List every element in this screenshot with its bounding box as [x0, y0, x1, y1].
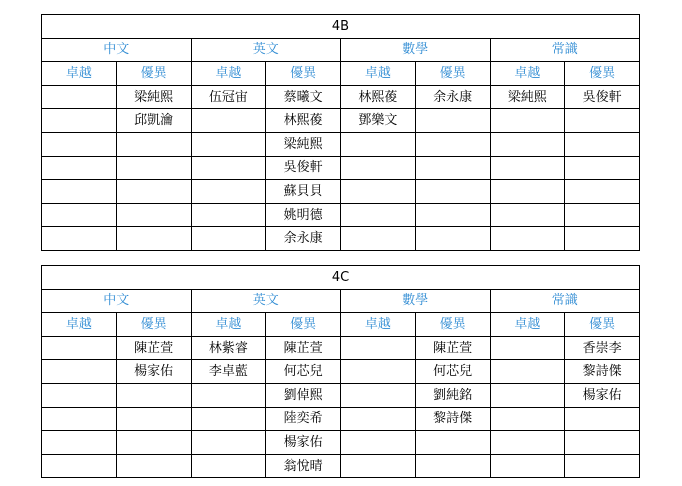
student-cell: 姚明德: [266, 203, 341, 227]
student-cell: [191, 407, 266, 431]
student-cell: [415, 132, 490, 156]
student-cell: [191, 454, 266, 478]
student-cell: [490, 383, 565, 407]
table-row: [42, 180, 640, 204]
student-cell: [42, 360, 117, 384]
student-cell: 蘇貝貝: [266, 180, 341, 204]
student-cell: 林紫睿: [191, 336, 266, 360]
student-cell: 何芯兒: [415, 360, 490, 384]
student-cell: [42, 407, 117, 431]
student-cell: [341, 454, 416, 478]
student-cell: [341, 156, 416, 180]
student-cell: [490, 360, 565, 384]
student-cell: [42, 383, 117, 407]
level-header: 優異: [266, 62, 341, 86]
student-cell: 黎詩傑: [415, 407, 490, 431]
student-cell: 劉倬熙: [266, 383, 341, 407]
student-cell: 香崇李: [565, 336, 640, 360]
table-row: [42, 109, 640, 133]
student-cell: 黎詩傑: [565, 360, 640, 384]
student-cell: [191, 383, 266, 407]
subject-header: 常識: [490, 38, 640, 62]
student-cell: [42, 203, 117, 227]
student-cell: [42, 156, 117, 180]
subject-header: 數學: [341, 38, 491, 62]
subject-header-row: [42, 38, 640, 62]
student-cell: 梁純熙: [490, 85, 565, 109]
table-row: [42, 454, 640, 478]
level-header: 優異: [565, 62, 640, 86]
student-cell: 翁悅晴: [266, 454, 341, 478]
level-header: 優異: [266, 313, 341, 337]
level-header-row: [42, 313, 640, 337]
level-header: 卓越: [490, 313, 565, 337]
student-cell: [42, 85, 117, 109]
student-cell: [565, 156, 640, 180]
table-row: [42, 227, 640, 251]
level-header: 優異: [565, 313, 640, 337]
student-cell: 李卓藍: [191, 360, 266, 384]
student-cell: [341, 227, 416, 251]
student-cell: [341, 132, 416, 156]
student-cell: 陸奕希: [266, 407, 341, 431]
student-cell: 邱凱瀹: [116, 109, 191, 133]
student-cell: [116, 454, 191, 478]
table-row: [42, 132, 640, 156]
student-cell: 林熙葰: [341, 85, 416, 109]
student-cell: [116, 227, 191, 251]
table-row: [42, 360, 640, 384]
student-cell: [191, 180, 266, 204]
student-cell: [116, 203, 191, 227]
subject-header: 常識: [490, 289, 640, 313]
table-row: [42, 336, 640, 360]
table-row: [42, 85, 640, 109]
subject-header: 中文: [42, 38, 192, 62]
student-cell: 鄧樂文: [341, 109, 416, 133]
level-header: 優異: [415, 313, 490, 337]
student-cell: [490, 203, 565, 227]
student-cell: [42, 109, 117, 133]
class-header-row: [42, 266, 640, 290]
level-header: 優異: [415, 62, 490, 86]
student-cell: [341, 360, 416, 384]
student-cell: [191, 227, 266, 251]
student-cell: [490, 227, 565, 251]
student-cell: 伍冠宙: [191, 85, 266, 109]
student-cell: [565, 431, 640, 455]
student-cell: 梁純熙: [266, 132, 341, 156]
student-cell: [341, 407, 416, 431]
student-cell: [565, 454, 640, 478]
student-cell: [116, 156, 191, 180]
student-cell: [42, 180, 117, 204]
student-cell: [191, 431, 266, 455]
student-cell: 余永康: [266, 227, 341, 251]
student-cell: [341, 383, 416, 407]
student-cell: [191, 156, 266, 180]
student-cell: [415, 454, 490, 478]
level-header: 卓越: [42, 313, 117, 337]
student-cell: [490, 109, 565, 133]
level-header: 卓越: [341, 313, 416, 337]
class-4c-table: [41, 265, 640, 478]
student-cell: [116, 407, 191, 431]
level-header: 卓越: [341, 62, 416, 86]
level-header: 優異: [116, 313, 191, 337]
table-row: [42, 203, 640, 227]
table-row: [42, 431, 640, 455]
student-cell: [565, 109, 640, 133]
student-cell: [415, 180, 490, 204]
student-cell: 余永康: [415, 85, 490, 109]
student-cell: [490, 431, 565, 455]
student-cell: [415, 203, 490, 227]
table-row: [42, 407, 640, 431]
level-header: 卓越: [191, 313, 266, 337]
student-cell: [341, 431, 416, 455]
student-cell: 蔡曦文: [266, 85, 341, 109]
student-cell: [116, 180, 191, 204]
student-cell: [490, 180, 565, 204]
student-cell: 楊家佑: [565, 383, 640, 407]
student-cell: [490, 132, 565, 156]
class-title: 4B: [42, 15, 640, 39]
subject-header: 數學: [341, 289, 491, 313]
table-row: [42, 156, 640, 180]
table-row: [42, 383, 640, 407]
student-cell: [116, 132, 191, 156]
student-cell: [42, 431, 117, 455]
student-cell: [415, 109, 490, 133]
student-cell: [565, 132, 640, 156]
student-cell: [42, 454, 117, 478]
student-cell: 楊家佑: [266, 431, 341, 455]
student-cell: 梁純熙: [116, 85, 191, 109]
student-cell: [42, 336, 117, 360]
level-header: 優異: [116, 62, 191, 86]
student-cell: [116, 383, 191, 407]
student-cell: [42, 227, 117, 251]
student-cell: [415, 431, 490, 455]
student-cell: [490, 407, 565, 431]
class-title: 4C: [42, 266, 640, 290]
student-cell: 吳俊軒: [266, 156, 341, 180]
student-cell: [415, 227, 490, 251]
level-header: 卓越: [42, 62, 117, 86]
student-cell: [341, 180, 416, 204]
level-header: 卓越: [490, 62, 565, 86]
student-cell: [341, 336, 416, 360]
level-header-row: [42, 62, 640, 86]
student-cell: [565, 180, 640, 204]
student-cell: 陳芷萱: [266, 336, 341, 360]
student-cell: [42, 132, 117, 156]
student-cell: [116, 431, 191, 455]
student-cell: [191, 132, 266, 156]
student-cell: 劉純銘: [415, 383, 490, 407]
subject-header-row: [42, 289, 640, 313]
student-cell: 楊家佑: [116, 360, 191, 384]
class-header-row: [42, 15, 640, 39]
student-cell: 林熙葰: [266, 109, 341, 133]
level-header: 卓越: [191, 62, 266, 86]
subject-header: 英文: [191, 38, 341, 62]
student-cell: [565, 203, 640, 227]
class-4b-table: [41, 14, 640, 251]
student-cell: [191, 109, 266, 133]
subject-header: 英文: [191, 289, 341, 313]
student-cell: [415, 156, 490, 180]
student-cell: 吳俊軒: [565, 85, 640, 109]
student-cell: [191, 203, 266, 227]
student-cell: 何芯兒: [266, 360, 341, 384]
student-cell: 陳芷萱: [415, 336, 490, 360]
student-cell: 陳芷萱: [116, 336, 191, 360]
student-cell: [490, 336, 565, 360]
subject-header: 中文: [42, 289, 192, 313]
student-cell: [565, 227, 640, 251]
student-cell: [490, 454, 565, 478]
student-cell: [341, 203, 416, 227]
student-cell: [565, 407, 640, 431]
student-cell: [490, 156, 565, 180]
